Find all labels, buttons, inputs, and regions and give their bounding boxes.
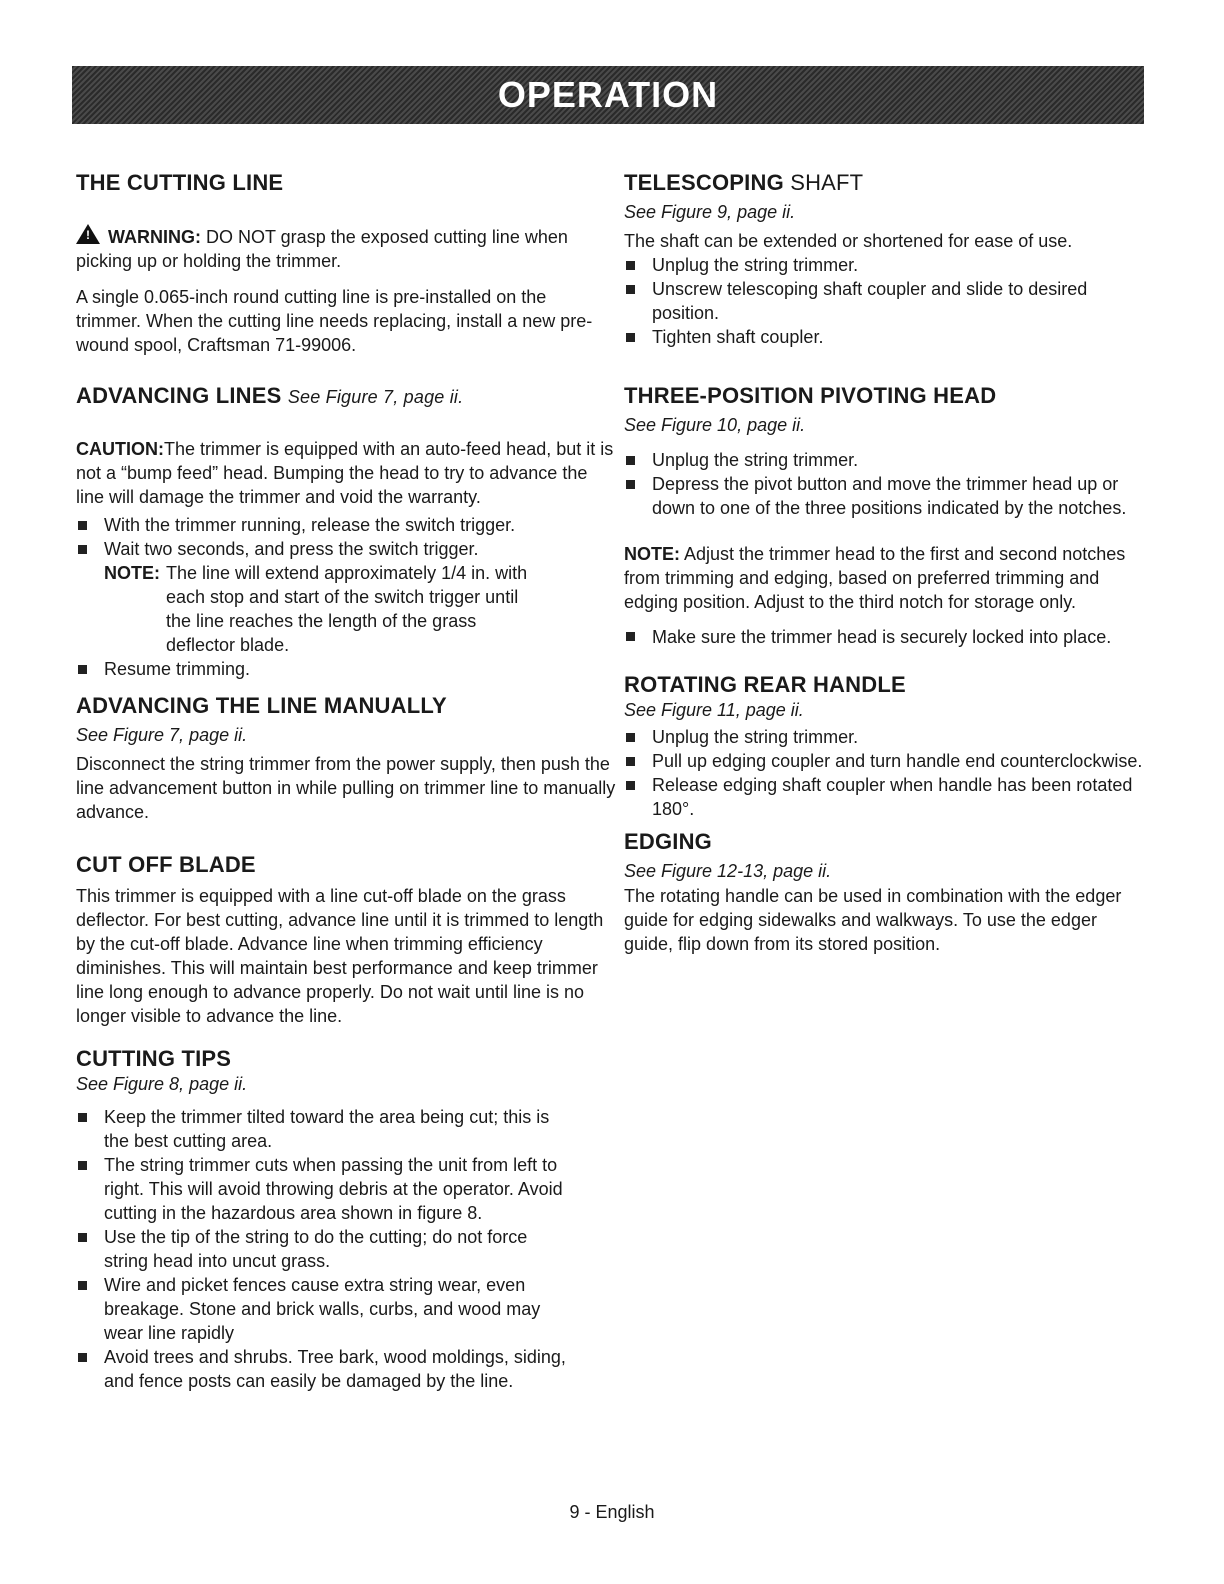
- section-cut-off-blade: [76, 852, 616, 1028]
- section-cutting-line: [76, 170, 616, 357]
- note-label: NOTE:: [624, 544, 680, 564]
- heading-advancing-manually: ADVANCING THE LINE MANUALLY: [76, 693, 447, 718]
- heading-cutting-tips: CUTTING TIPS: [76, 1046, 232, 1071]
- telescoping-title: TELESCOPING: [624, 170, 784, 195]
- cutting-line-body: A single 0.065-inch round cutting line is pre-installed on the trimmer. When the cutting line needs replacing, install a new pre-wound spool, Craftsman 71-99006.: [76, 287, 593, 355]
- section-cutting-tips: [76, 1046, 616, 1393]
- heading-advancing-lines: [76, 383, 616, 409]
- section-banner: [72, 66, 1144, 124]
- rear-handle-list: [624, 725, 1144, 821]
- telescoping-see: See Figure 9, page ii.: [624, 202, 796, 222]
- warning-label: WARNING:: [108, 227, 201, 247]
- warning-paragraph: [76, 224, 616, 273]
- list-item: Use the tip of the string to do the cutting; do not force string head into uncut grass.: [76, 1225, 576, 1273]
- left-column: [76, 170, 616, 1401]
- telescoping-list: [624, 253, 1144, 349]
- advancing-lines-list-end: [76, 657, 616, 681]
- right-column: [624, 170, 1144, 966]
- list-item: Depress the pivot button and move the trimmer head up or down to one of the three positions indicated by the notches.: [624, 472, 1144, 520]
- section-advancing-lines: [76, 383, 616, 681]
- section-telescoping: [624, 170, 1144, 349]
- heading-edging: EDGING: [624, 829, 712, 854]
- list-item: With the trimmer running, release the switch trigger.: [76, 513, 616, 537]
- cutting-tips-see: See Figure 8, page ii.: [76, 1074, 248, 1094]
- banner-title: OPERATION: [497, 74, 719, 115]
- list-item: Unplug the string trimmer.: [624, 253, 1144, 277]
- warning-triangle-icon: !: [76, 224, 100, 244]
- list-item: Keep the trimmer tilted toward the area being cut; this is the best cutting area.: [76, 1105, 576, 1153]
- section-edging: [624, 829, 1144, 956]
- advancing-manually-body: Disconnect the string trimmer from the power supply, then push the line advancement button in while pulling on trimmer line to manually advance.: [76, 754, 616, 822]
- list-item: Unplug the string trimmer.: [624, 725, 1144, 749]
- list-item: Avoid trees and shrubs. Tree bark, wood moldings, siding, and fence posts can easily be damaged by the line.: [76, 1345, 576, 1393]
- advancing-lines-list: [76, 513, 616, 561]
- telescoping-body: The shaft can be extended or shortened for ease of use.: [624, 231, 1073, 251]
- pivoting-head-list-end: [624, 624, 1144, 650]
- heading-telescoping: [624, 170, 1144, 196]
- advancing-manually-see: See Figure 7, page ii.: [76, 725, 248, 745]
- heading-rear-handle: ROTATING REAR HANDLE: [624, 672, 906, 697]
- list-item: Release edging shaft coupler when handle has been rotated 180°.: [624, 773, 1144, 821]
- list-item: Wire and picket fences cause extra string wear, even breakage. Stone and brick walls, curbs, and wood may wear line rapidly: [76, 1273, 576, 1345]
- pivoting-head-see: See Figure 10, page ii.: [624, 415, 806, 435]
- list-item: Wait two seconds, and press the switch trigger.: [76, 537, 616, 561]
- advancing-lines-see: See Figure 7, page ii.: [287, 387, 464, 407]
- pivoting-head-list: [624, 448, 1144, 520]
- list-item: Resume trimming.: [76, 657, 616, 681]
- heading-pivoting-head: THREE-POSITION PIVOTING HEAD: [624, 383, 997, 408]
- list-item: Pull up edging coupler and turn handle end counterclockwise.: [624, 749, 1144, 773]
- page-footer: 9 - English: [569, 1502, 655, 1522]
- list-item: The string trimmer cuts when passing the unit from left to right. This will avoid throwing debris at the operator. Avoid cutting in the hazardous area shown in figure 8.: [76, 1153, 576, 1225]
- edging-body: The rotating handle can be used in combination with the edger guide for edging sidewalks and walkways. To use the edger guide, flip down from its stored position.: [624, 886, 1122, 954]
- list-item: Unscrew telescoping shaft coupler and slide to desired position.: [624, 277, 1144, 325]
- note-text: Adjust the trimmer head to the first and second notches from trimming and edging, based on preferred trimming and edging position. Adjust to the third notch for storage only.: [624, 544, 1126, 612]
- caution-label: CAUTION:: [76, 439, 164, 459]
- note-text: The line will extend approximately 1/4 in. with each stop and start of the switch trigger until the line reaches the length of the grass deflector blade.: [166, 563, 528, 655]
- section-rear-handle: [624, 672, 1144, 821]
- list-item: Tighten shaft coupler.: [624, 325, 1144, 349]
- telescoping-title-suffix: SHAFT: [783, 170, 864, 195]
- note-label: NOTE:: [104, 563, 160, 583]
- cutting-tips-list: [76, 1105, 576, 1393]
- caution-paragraph: [76, 437, 616, 509]
- rear-handle-see: See Figure 11, page ii.: [624, 700, 804, 720]
- warning-text: DO NOT grasp the exposed cutting line when picking up or holding the trimmer.: [76, 227, 568, 271]
- pivoting-head-note: [624, 542, 1144, 614]
- list-item: Make sure the trimmer head is securely locked into place.: [624, 624, 1144, 650]
- heading-cut-off-blade: CUT OFF BLADE: [76, 852, 256, 877]
- advancing-lines-note: [76, 561, 616, 657]
- section-advancing-manually: [76, 693, 616, 824]
- cut-off-blade-body: This trimmer is equipped with a line cut-off blade on the grass deflector. For best cutting, advance line until it is trimmed to length by the cut-off blade. Advance line when trimming efficiency diminishes. This will maintain best performance and keep trimmer line long enough to advance properly. Do not wait until line is no longer visible to advance the line.: [76, 886, 604, 1026]
- caution-text: The trimmer is equipped with an auto-feed head, but it is not a “bump feed” head. Bumping the head to try to advance the line will damage the trimmer and void the warranty.: [76, 439, 614, 507]
- list-item: Unplug the string trimmer.: [624, 448, 1144, 472]
- section-pivoting-head: [624, 383, 1144, 650]
- advancing-lines-title: ADVANCING LINES: [76, 383, 282, 408]
- edging-see: See Figure 12-13, page ii.: [624, 861, 832, 881]
- heading-cutting-line: THE CUTTING LINE: [76, 170, 284, 195]
